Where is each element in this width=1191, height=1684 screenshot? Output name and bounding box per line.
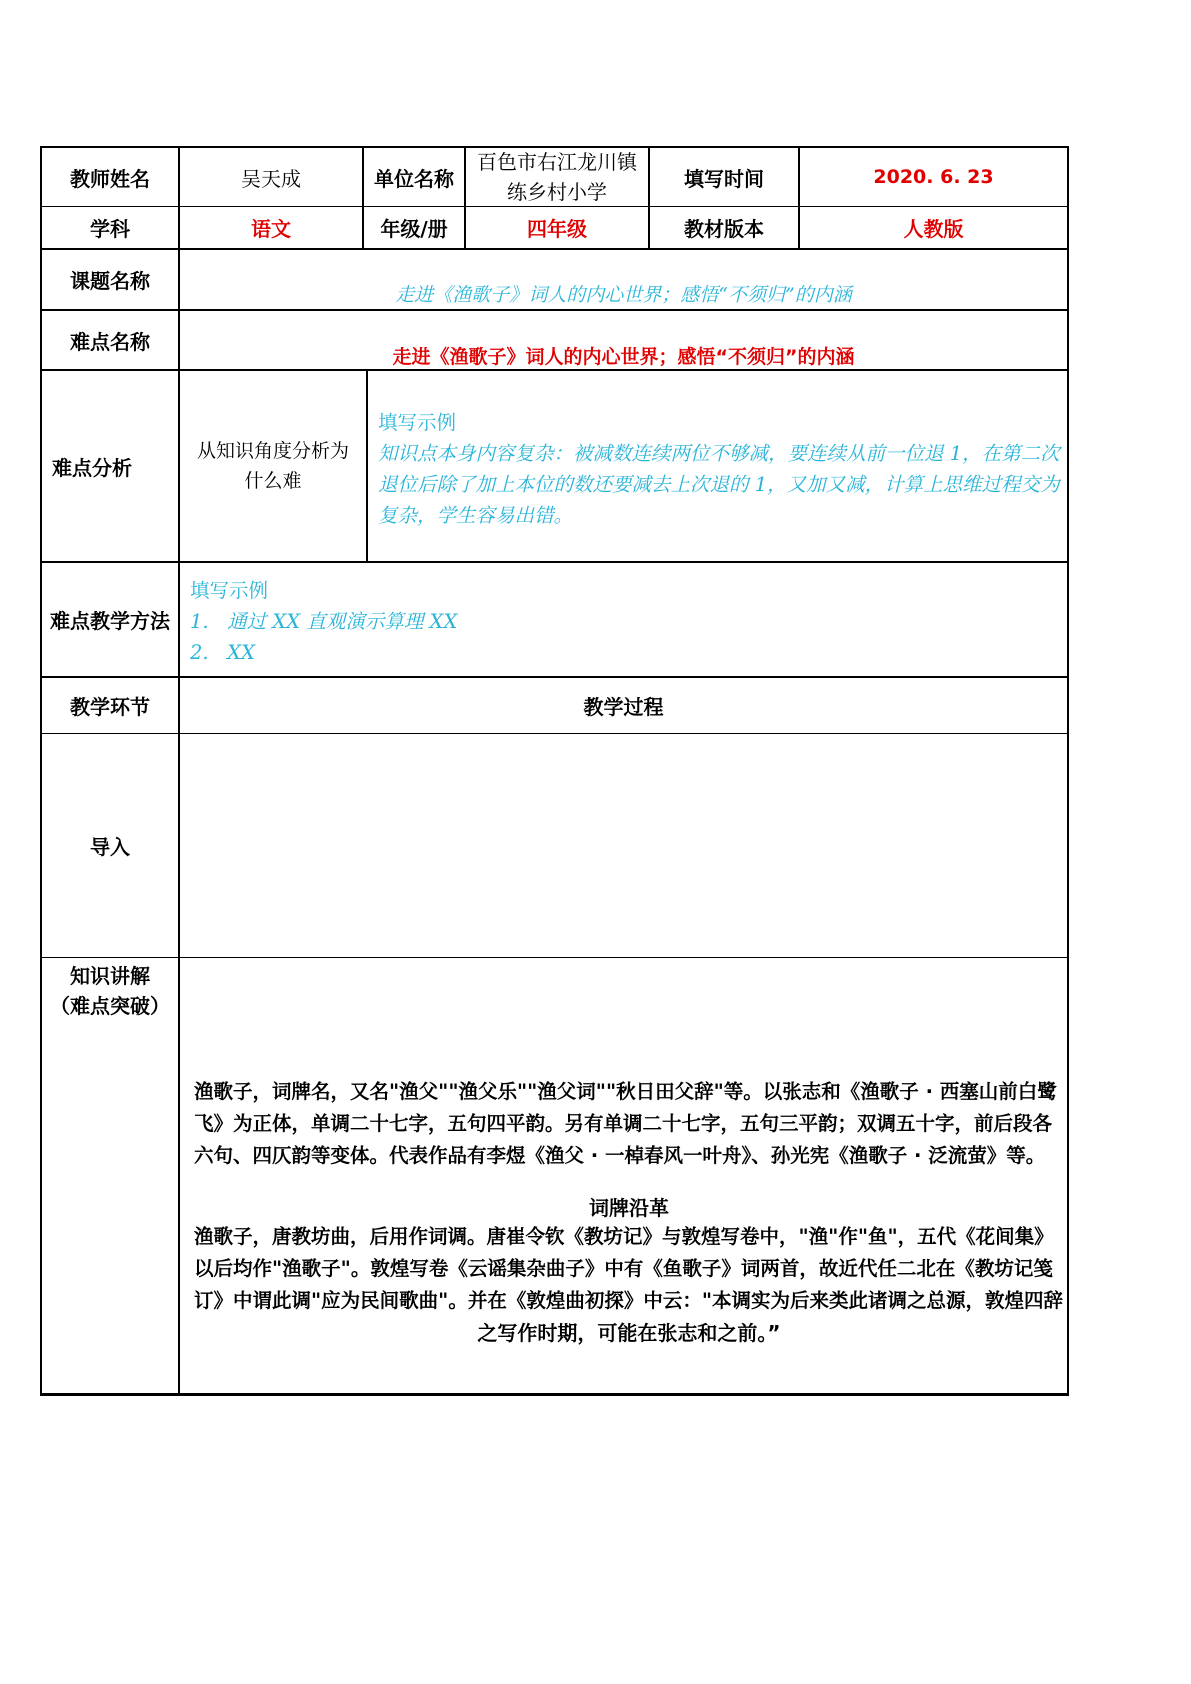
analysis-divider: [366, 369, 368, 562]
knowledge-label-line2: （难点突破）: [50, 994, 170, 1018]
analysis-example: [378, 407, 1062, 531]
method-example: [190, 575, 1050, 668]
grade-value: 四年级: [527, 217, 587, 241]
unit-name-value: [466, 148, 648, 206]
knowledge-label-line1: 知识讲解: [70, 964, 150, 988]
subject-value: 语文: [251, 217, 291, 241]
unit-name-line2: 练乡村小学: [507, 180, 607, 204]
topic-value: 走进《渔歌子》词人的内心世界；感悟“不须归”的内涵: [395, 283, 852, 306]
method-example-item1: 1. 通过 XX 直观演示算理 XX: [190, 610, 458, 633]
knowledge-p2-line3: 订》中谓此调"应为民间歌曲"。并在《敦煌曲初探》中云："本调实为后来类此诸调之总源，敦煌四辞: [194, 1289, 1063, 1312]
subject-label: 学科: [90, 217, 130, 241]
unit-name-label: 单位名称: [374, 166, 454, 191]
knowledge-label: [42, 960, 178, 1022]
knowledge-subheading: 词牌沿革: [589, 1196, 669, 1220]
analysis-example-line3: 复杂，学生容易出错。: [378, 504, 574, 527]
knowledge-p1-line2: 飞》为正体，单调二十七字，五句四平韵。另有单调二十七字，五句三平韵；双调五十字，前后段各: [194, 1112, 1053, 1135]
difficulty-value: 走进《渔歌子》词人的内心世界；感悟“不须归”的内涵: [392, 345, 855, 368]
row-line-5: [40, 561, 1069, 563]
knowledge-paragraph-1: [194, 1076, 1064, 1172]
analysis-example-line1: 知识点本身内容复杂：被减数连续两位不够减，要连续从前一位退 1，在第二次: [378, 442, 1060, 465]
edition-label: 教材版本: [684, 217, 764, 241]
intro-label: 导入: [90, 835, 130, 859]
knowledge-p2-line1: 渔歌子，唐教坊曲，后用作词调。唐崔令钦《教坊记》与敦煌写卷中，"渔"作"鱼"，五代《花间集》: [194, 1225, 1054, 1248]
teacher-name-label: 教师姓名: [70, 166, 150, 191]
method-example-title: 填写示例: [190, 579, 269, 602]
intro-content[interactable]: [180, 734, 1067, 957]
table-border-right: [1067, 146, 1069, 1396]
teaching-process-heading: 教学过程: [583, 695, 664, 719]
row-line-2: [40, 248, 1069, 250]
unit-name-line1: 百色市右江龙川镇: [477, 150, 637, 174]
analysis-example-line2: 退位后除了加上本位的数还要减去上次退的 1，又加又减，计算上思维过程交为: [378, 473, 1060, 496]
teaching-step-label: 教学环节: [70, 695, 150, 719]
edition-value: 人教版: [903, 217, 964, 241]
knowledge-p2-line2: 以后均作"渔歌子"。敦煌写卷《云谣集杂曲子》中有《鱼歌子》词两首，故近代任二北在《教坊记笺: [194, 1257, 1053, 1280]
knowledge-paragraph-2: [194, 1221, 1064, 1349]
fill-time-value: 2020. 6. 23: [873, 166, 994, 188]
grade-label: 年级/册: [380, 217, 448, 241]
method-example-item2: 2. XX: [190, 641, 255, 664]
method-label: 难点教学方法: [50, 609, 170, 633]
teacher-name-value: 吴天成: [241, 166, 301, 191]
fill-time-label: 填写时间: [684, 166, 764, 191]
analysis-example-title: 填写示例: [378, 411, 457, 434]
analysis-sublabel-line1: 从知识角度分析为: [196, 440, 349, 462]
analysis-sublabel-line2: 什么难: [244, 470, 302, 492]
knowledge-p1-line3: 六句、四仄韵等变体。代表作品有李煜《渔父 · 一棹春风一叶舟》、孙光宪《渔歌子 · 泛流萤》等。: [194, 1144, 1046, 1167]
analysis-sublabel: [180, 371, 366, 561]
analysis-label: 难点分析: [52, 455, 132, 480]
topic-label: 课题名称: [70, 269, 150, 293]
difficulty-label: 难点名称: [70, 329, 150, 354]
table-border-bottom: [40, 1393, 1069, 1396]
row-line-8: [40, 957, 1069, 958]
knowledge-p2-line4: 之写作时期，可能在张志和之前。”: [477, 1321, 781, 1345]
knowledge-p1-line1: 渔歌子，词牌名，又名"渔父""渔父乐""渔父词""秋日田父辞"等。以张志和《渔歌子 · 西塞山前白鹭: [194, 1080, 1057, 1103]
